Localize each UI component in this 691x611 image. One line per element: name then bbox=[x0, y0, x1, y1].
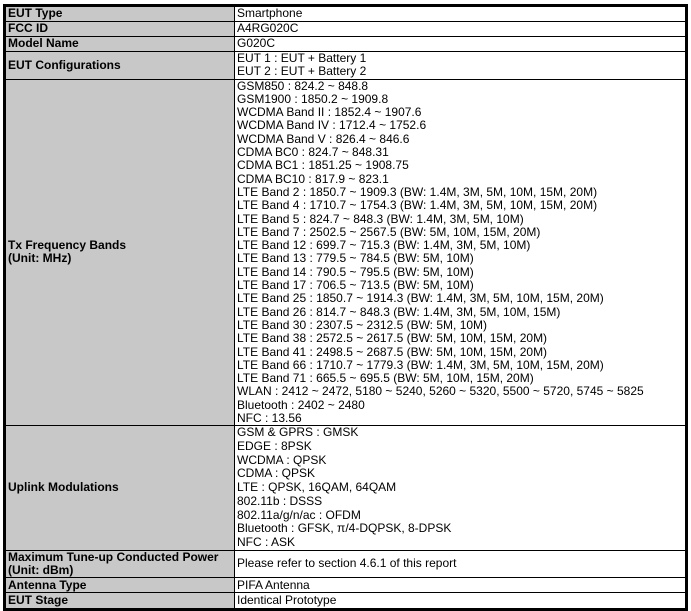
table-body bbox=[5, 6, 687, 610]
row-label-unit: (Unit: dBm) bbox=[8, 562, 74, 577]
value-line: LTE Band 71 : 665.5 ~ 695.5 (BW: 5M, 10M, 15M, 20M) bbox=[237, 371, 534, 386]
value-line: LTE Band 12 : 699.7 ~ 715.3 (BW: 1.4M, 3M, 5M, 10M) bbox=[237, 238, 531, 253]
value-line: GSM & GPRS : GMSK bbox=[237, 425, 359, 440]
value-line: G020C bbox=[237, 36, 276, 51]
table-row bbox=[5, 550, 687, 578]
row-label-text: FCC ID bbox=[8, 21, 48, 36]
value-line: WCDMA Band II : 1852.4 ~ 1907.6 bbox=[237, 105, 422, 120]
value-line: GSM1900 : 1850.2 ~ 1909.8 bbox=[237, 91, 389, 106]
value-line: Please refer to section 4.6.1 of this report bbox=[237, 556, 457, 571]
value-line: LTE : QPSK, 16QAM, 64QAM bbox=[237, 480, 397, 495]
row-label bbox=[5, 578, 235, 593]
row-label bbox=[5, 52, 235, 80]
table-row bbox=[5, 6, 687, 22]
value-line: LTE Band 38 : 2572.5 ~ 2617.5 (BW: 5M, 10M, 15M, 20M) bbox=[237, 331, 548, 346]
value-line: LTE Band 13 : 779.5 ~ 784.5 (BW: 5M, 10M) bbox=[237, 251, 474, 266]
row-label bbox=[5, 22, 235, 37]
row-value bbox=[235, 79, 687, 426]
value-line: Bluetooth : GFSK, π/4-DQPSK, 8-DPSK bbox=[237, 521, 452, 536]
row-value bbox=[235, 52, 687, 80]
eut-spec-table bbox=[3, 4, 688, 611]
value-line: EDGE : 8PSK bbox=[237, 439, 312, 454]
value-line: LTE Band 26 : 814.7 ~ 848.3 (BW: 1.4M, 3M, 5M, 10M, 15M) bbox=[237, 304, 561, 319]
value-line: LTE Band 25 : 1850.7 ~ 1914.3 (BW: 1.4M, 3M, 5M, 10M, 15M, 20M) bbox=[237, 291, 604, 306]
value-line: WLAN : 2412 ~ 2472, 5180 ~ 5240, 5260 ~ 5320, 5500 ~ 5720, 5745 ~ 5825 bbox=[237, 384, 644, 399]
row-label bbox=[5, 593, 235, 610]
value-line: WCDMA : QPSK bbox=[237, 452, 327, 467]
value-line: LTE Band 41 : 2498.5 ~ 2687.5 (BW: 5M, 10M, 15M, 20M) bbox=[237, 344, 548, 359]
value-line: CDMA BC0 : 824.7 ~ 848.31 bbox=[237, 145, 389, 160]
value-line: PIFA Antenna bbox=[237, 577, 310, 592]
row-label-text: EUT Stage bbox=[8, 593, 69, 608]
value-line: CDMA BC1 : 1851.25 ~ 1908.75 bbox=[237, 158, 409, 173]
table-row bbox=[5, 22, 687, 37]
value-line: LTE Band 66 : 1710.7 ~ 1779.3 (BW: 1.4M, 3M, 5M, 10M, 15M, 20M) bbox=[237, 357, 604, 372]
value-line: WCDMA Band IV : 1712.4 ~ 1752.6 bbox=[237, 118, 427, 133]
row-label-text: Maximum Tune-up Conducted Power bbox=[8, 549, 219, 564]
value-line: WCDMA Band V : 826.4 ~ 846.6 bbox=[237, 131, 410, 146]
table-row bbox=[5, 52, 687, 80]
value-line: 802.11b : DSSS bbox=[237, 493, 323, 508]
row-value bbox=[235, 578, 687, 593]
value-line: LTE Band 30 : 2307.5 ~ 2312.5 (BW: 5M, 10M) bbox=[237, 317, 488, 332]
row-label bbox=[5, 6, 235, 22]
row-label-text: Uplink Modulations bbox=[8, 480, 119, 495]
value-line: CDMA : QPSK bbox=[237, 466, 316, 481]
value-line: LTE Band 4 : 1710.7 ~ 1754.3 (BW: 1.4M, 3M, 5M, 10M, 15M, 20M) bbox=[237, 198, 598, 213]
row-value bbox=[235, 37, 687, 52]
value-line: A4RG020C bbox=[237, 21, 299, 36]
value-line: LTE Band 5 : 824.7 ~ 848.3 (BW: 1.4M, 3M, 5M, 10M) bbox=[237, 211, 524, 226]
row-label bbox=[5, 550, 235, 578]
value-line: LTE Band 17 : 706.5 ~ 713.5 (BW: 5M, 10M) bbox=[237, 278, 474, 293]
value-line: LTE Band 2 : 1850.7 ~ 1909.3 (BW: 1.4M, 3M, 5M, 10M, 15M, 20M) bbox=[237, 184, 598, 199]
value-line: EUT 1 : EUT + Battery 1 bbox=[237, 51, 367, 65]
table-row bbox=[5, 426, 687, 550]
table-row bbox=[5, 578, 687, 593]
row-value bbox=[235, 6, 687, 22]
value-line: NFC : 13.56 bbox=[237, 411, 302, 426]
row-label-text: Antenna Type bbox=[8, 577, 87, 592]
value-line: LTE Band 14 : 790.5 ~ 795.5 (BW: 5M, 10M) bbox=[237, 264, 474, 279]
row-value bbox=[235, 593, 687, 610]
row-label bbox=[5, 426, 235, 550]
table-row bbox=[5, 37, 687, 52]
value-line: Smartphone bbox=[237, 6, 303, 21]
value-line: NFC : ASK bbox=[237, 534, 296, 549]
row-label-text: EUT Type bbox=[8, 6, 63, 21]
row-label-text: Tx Frequency Bands bbox=[8, 238, 127, 253]
value-line: Bluetooth : 2402 ~ 2480 bbox=[237, 397, 365, 412]
row-label bbox=[5, 37, 235, 52]
value-line: GSM850 : 824.2 ~ 848.8 bbox=[237, 78, 369, 93]
row-label-unit: (Unit: MHz) bbox=[8, 251, 72, 266]
row-value bbox=[235, 550, 687, 578]
row-label bbox=[5, 79, 235, 426]
value-line: EUT 2 : EUT + Battery 2 bbox=[237, 64, 367, 79]
row-value bbox=[235, 426, 687, 550]
row-label-text: Model Name bbox=[8, 36, 79, 51]
value-line: LTE Band 7 : 2502.5 ~ 2567.5 (BW: 5M, 10M, 15M, 20M) bbox=[237, 224, 541, 239]
value-line: 802.11a/g/n/ac : OFDM bbox=[237, 507, 361, 522]
table-row bbox=[5, 79, 687, 426]
row-value bbox=[235, 22, 687, 37]
value-line: Identical Prototype bbox=[237, 593, 337, 608]
table-row bbox=[5, 593, 687, 610]
value-line: CDMA BC10 : 817.9 ~ 823.1 bbox=[237, 171, 389, 186]
row-label-text: EUT Configurations bbox=[8, 57, 121, 72]
